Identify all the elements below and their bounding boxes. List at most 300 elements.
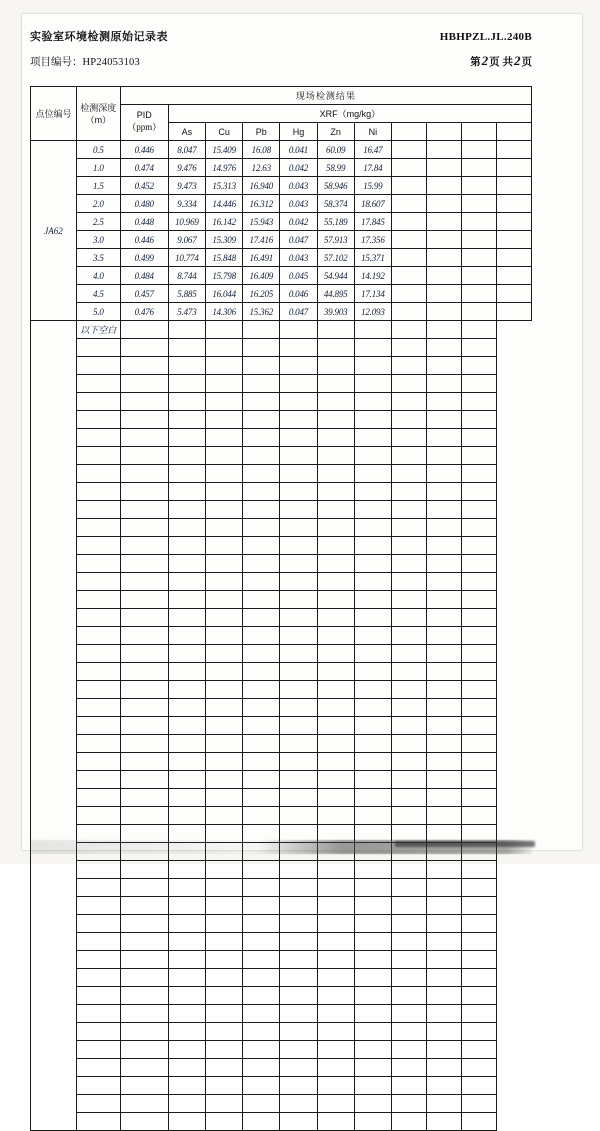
- cell-blank: [243, 393, 280, 411]
- cell-blank: [391, 1041, 426, 1059]
- cell-blank: [76, 663, 120, 681]
- cell-zn: 54.944: [317, 267, 354, 285]
- cell-blank: [280, 681, 317, 699]
- cell-blank: [120, 1005, 168, 1023]
- cell-blank: [206, 1023, 243, 1041]
- cell-blank: [426, 195, 461, 213]
- cell-note: 以下空白: [76, 321, 120, 339]
- cell-blank: [426, 519, 461, 537]
- cell-blank: [206, 375, 243, 393]
- cell-depth: 5.0: [76, 303, 120, 321]
- cell-blank: [461, 267, 496, 285]
- cell-blank: [354, 717, 391, 735]
- cell-blank: [354, 1005, 391, 1023]
- cell-blank: [206, 663, 243, 681]
- table-row: [31, 1041, 532, 1059]
- cell-blank: [120, 501, 168, 519]
- cell-blank: [76, 537, 120, 555]
- table-row: [31, 159, 532, 177]
- cell-blank: [354, 789, 391, 807]
- cell-blank: [120, 681, 168, 699]
- cell-blank: [317, 789, 354, 807]
- cell-depth: 3.0: [76, 231, 120, 249]
- cell-blank: [461, 1077, 496, 1095]
- cell-blank: [391, 159, 426, 177]
- header-blank-1: [391, 123, 426, 141]
- cell-blank: [120, 987, 168, 1005]
- cell-zn: 60.09: [317, 141, 354, 159]
- cell-blank: [206, 771, 243, 789]
- cell-blank: [76, 807, 120, 825]
- cell-blank: [243, 339, 280, 357]
- cell-hg: 0.046: [280, 285, 317, 303]
- cell-blank: [280, 465, 317, 483]
- cell-as: 9.067: [168, 231, 205, 249]
- cell-blank: [317, 663, 354, 681]
- cell-blank: [280, 933, 317, 951]
- cell-hg: 0.041: [280, 141, 317, 159]
- cell-blank: [280, 915, 317, 933]
- header-element-ni: Ni: [354, 123, 391, 141]
- cell-blank: [243, 951, 280, 969]
- cell-blank: [391, 465, 426, 483]
- cell-blank: [426, 1095, 461, 1113]
- cell-blank: [317, 501, 354, 519]
- project-number-field: [30, 54, 140, 69]
- cell-blank: [243, 681, 280, 699]
- cell-blank: [317, 969, 354, 987]
- cell-blank: [391, 1059, 426, 1077]
- cell-blank: [317, 1095, 354, 1113]
- cell-blank: [354, 879, 391, 897]
- cell-blank: [76, 627, 120, 645]
- cell-hg: 0.043: [280, 177, 317, 195]
- cell-blank: [317, 411, 354, 429]
- cell-as: 9.476: [168, 159, 205, 177]
- cell-blank: [168, 573, 205, 591]
- cell-ni: 15.371: [354, 249, 391, 267]
- cell-blank: [168, 753, 205, 771]
- cell-blank: [426, 897, 461, 915]
- cell-blank: [391, 771, 426, 789]
- cell-pid: 0.446: [120, 141, 168, 159]
- cell-blank: [426, 555, 461, 573]
- cell-blank: [76, 1023, 120, 1041]
- cell-blank: [354, 555, 391, 573]
- cell-blank: [76, 681, 120, 699]
- cell-ni: 17.84: [354, 159, 391, 177]
- cell-blank: [168, 627, 205, 645]
- cell-blank: [317, 861, 354, 879]
- cell-blank: [426, 663, 461, 681]
- cell-blank: [206, 627, 243, 645]
- cell-blank: [206, 429, 243, 447]
- cell-blank: [168, 699, 205, 717]
- cell-blank: [496, 177, 531, 195]
- cell-blank: [391, 573, 426, 591]
- cell-blank: [354, 915, 391, 933]
- cell-blank: [120, 375, 168, 393]
- cell-blank: [120, 717, 168, 735]
- cell-blank: [206, 807, 243, 825]
- cell-blank: [206, 537, 243, 555]
- cell-blank: [243, 987, 280, 1005]
- cell-blank: [280, 321, 317, 339]
- cell-as: 5.885: [168, 285, 205, 303]
- cell-blank: [76, 429, 120, 447]
- cell-blank: [76, 1113, 120, 1131]
- cell-blank: [206, 609, 243, 627]
- table-row: [31, 1077, 532, 1095]
- cell-blank: [243, 879, 280, 897]
- table-row: [31, 285, 532, 303]
- cell-blank: [354, 951, 391, 969]
- cell-blank: [120, 771, 168, 789]
- cell-blank: [168, 591, 205, 609]
- cell-blank: [426, 807, 461, 825]
- cell-blank: [391, 969, 426, 987]
- cell-zn: 57.102: [317, 249, 354, 267]
- cell-blank: [280, 537, 317, 555]
- cell-blank: [280, 501, 317, 519]
- cell-blank: [317, 627, 354, 645]
- cell-blank: [280, 771, 317, 789]
- cell-blank: [120, 789, 168, 807]
- cell-blank: [391, 699, 426, 717]
- cell-blank: [426, 465, 461, 483]
- cell-blank: [206, 1077, 243, 1095]
- cell-depth: 1.0: [76, 159, 120, 177]
- cell-as: 8.744: [168, 267, 205, 285]
- cell-blank: [120, 879, 168, 897]
- cell-pb: 17.416: [243, 231, 280, 249]
- cell-blank: [391, 753, 426, 771]
- cell-blank: [280, 375, 317, 393]
- cell-zn: 57.913: [317, 231, 354, 249]
- cell-blank: [243, 807, 280, 825]
- cell-blank: [391, 951, 426, 969]
- cell-blank: [280, 735, 317, 753]
- cell-blank: [461, 1023, 496, 1041]
- cell-blank: [317, 1077, 354, 1095]
- cell-blank: [391, 987, 426, 1005]
- cell-blank: [317, 951, 354, 969]
- table-row: [31, 1059, 532, 1077]
- cell-blank: [280, 357, 317, 375]
- cell-blank: [426, 609, 461, 627]
- cell-blank: [426, 753, 461, 771]
- cell-blank: [168, 681, 205, 699]
- cell-blank: [461, 285, 496, 303]
- cell-blank: [426, 339, 461, 357]
- cell-blank: [206, 1095, 243, 1113]
- cell-blank: [280, 447, 317, 465]
- cell-blank: [206, 1041, 243, 1059]
- cell-blank: [280, 339, 317, 357]
- table-row: [31, 969, 532, 987]
- header-element-as: As: [168, 123, 205, 141]
- cell-blank: [461, 573, 496, 591]
- cell-blank: [76, 357, 120, 375]
- cell-blank: [496, 195, 531, 213]
- cell-blank: [120, 555, 168, 573]
- cell-blank: [168, 339, 205, 357]
- page-title: 实验室环境检测原始记录表: [30, 31, 168, 43]
- cell-blank: [280, 987, 317, 1005]
- cell-blank: [243, 627, 280, 645]
- cell-pb: 12.63: [243, 159, 280, 177]
- cell-blank: [206, 699, 243, 717]
- cell-blank: [168, 807, 205, 825]
- header-pid-label: PID: [136, 110, 152, 120]
- cell-blank: [461, 555, 496, 573]
- table-row: [31, 699, 532, 717]
- cell-blank: [76, 555, 120, 573]
- cell-blank: [243, 411, 280, 429]
- cell-zn: 55.189: [317, 213, 354, 231]
- table-body: [31, 141, 532, 1131]
- cell-blank: [426, 411, 461, 429]
- cell-blank: [391, 357, 426, 375]
- cell-blank: [206, 393, 243, 411]
- cell-pb: 16.205: [243, 285, 280, 303]
- cell-blank: [391, 285, 426, 303]
- cell-blank: [461, 447, 496, 465]
- cell-blank: [317, 447, 354, 465]
- cell-blank: [243, 609, 280, 627]
- cell-zn: 58.374: [317, 195, 354, 213]
- cell-blank: [426, 717, 461, 735]
- cell-blank: [120, 735, 168, 753]
- cell-blank: [168, 717, 205, 735]
- cell-blank: [461, 807, 496, 825]
- cell-blank: [76, 447, 120, 465]
- cell-blank: [280, 1023, 317, 1041]
- cell-blank: [461, 213, 496, 231]
- cell-blank: [206, 897, 243, 915]
- cell-blank: [391, 591, 426, 609]
- cell-blank: [243, 375, 280, 393]
- cell-blank: [354, 861, 391, 879]
- cell-blank: [391, 1077, 426, 1095]
- cell-blank: [120, 393, 168, 411]
- document-header: [30, 28, 532, 69]
- cell-blank: [317, 681, 354, 699]
- cell-blank: [391, 321, 426, 339]
- cell-blank: [243, 663, 280, 681]
- cell-blank: [206, 735, 243, 753]
- cell-blank: [120, 1095, 168, 1113]
- cell-blank: [76, 699, 120, 717]
- cell-hg: 0.042: [280, 213, 317, 231]
- cell-blank: [354, 393, 391, 411]
- cell-blank: [76, 609, 120, 627]
- cell-blank: [391, 501, 426, 519]
- cell-blank: [206, 681, 243, 699]
- cell-cu: 16.044: [206, 285, 243, 303]
- cell-blank: [317, 807, 354, 825]
- cell-blank: [206, 915, 243, 933]
- cell-blank: [496, 285, 531, 303]
- table-row: [31, 249, 532, 267]
- cell-blank: [168, 375, 205, 393]
- cell-blank: [391, 663, 426, 681]
- table-row: [31, 951, 532, 969]
- table-row: [31, 195, 532, 213]
- cell-blank: [354, 375, 391, 393]
- cell-zn: 58.946: [317, 177, 354, 195]
- document-code: HBHPZL.JL.240B: [439, 31, 532, 43]
- page-indicator: [470, 53, 532, 69]
- cell-hg: 0.047: [280, 231, 317, 249]
- cell-blank: [76, 393, 120, 411]
- cell-blank: [426, 681, 461, 699]
- cell-blank: [354, 897, 391, 915]
- cell-blank: [426, 249, 461, 267]
- cell-blank: [461, 645, 496, 663]
- cell-pid: 0.448: [120, 213, 168, 231]
- cell-blank: [280, 663, 317, 681]
- cell-blank: [76, 591, 120, 609]
- cell-blank: [426, 771, 461, 789]
- table-row: [31, 429, 532, 447]
- cell-blank: [120, 519, 168, 537]
- cell-pid: 0.476: [120, 303, 168, 321]
- cell-blank: [280, 879, 317, 897]
- cell-ni: 16.47: [354, 141, 391, 159]
- cell-blank: [280, 483, 317, 501]
- table-row: [31, 735, 532, 753]
- cell-blank: [317, 933, 354, 951]
- cell-blank: [76, 771, 120, 789]
- cell-blank: [168, 411, 205, 429]
- cell-blank: [317, 753, 354, 771]
- cell-blank: [461, 483, 496, 501]
- cell-hg: 0.043: [280, 249, 317, 267]
- cell-blank: [461, 969, 496, 987]
- cell-blank: [317, 915, 354, 933]
- cell-blank: [120, 411, 168, 429]
- cell-blank: [280, 1041, 317, 1059]
- table-row: [31, 177, 532, 195]
- cell-blank: [317, 735, 354, 753]
- cell-cu: 14.446: [206, 195, 243, 213]
- records-table: [30, 86, 532, 1131]
- cell-blank: [280, 1095, 317, 1113]
- cell-blank: [391, 897, 426, 915]
- cell-zn: 44.895: [317, 285, 354, 303]
- header-pid: [120, 105, 168, 141]
- cell-blank: [354, 609, 391, 627]
- cell-blank: [426, 141, 461, 159]
- cell-blank: [243, 537, 280, 555]
- cell-blank: [243, 735, 280, 753]
- cell-blank: [426, 1041, 461, 1059]
- header-element-hg: Hg: [280, 123, 317, 141]
- cell-blank: [120, 699, 168, 717]
- cell-blank: [76, 483, 120, 501]
- cell-blank: [426, 483, 461, 501]
- cell-blank: [76, 465, 120, 483]
- cell-blank: [120, 1077, 168, 1095]
- cell-pid: 0.484: [120, 267, 168, 285]
- cell-blank: [391, 411, 426, 429]
- cell-blank: [280, 753, 317, 771]
- table-row: [31, 897, 532, 915]
- table-row: [31, 213, 532, 231]
- cell-blank: [168, 357, 205, 375]
- cell-pid: 0.457: [120, 285, 168, 303]
- cell-blank: [426, 573, 461, 591]
- cell-blank: [168, 861, 205, 879]
- cell-cu: 15.309: [206, 231, 243, 249]
- cell-blank: [280, 789, 317, 807]
- cell-blank: [120, 321, 168, 339]
- cell-blank: [426, 1023, 461, 1041]
- cell-depth: 3.5: [76, 249, 120, 267]
- cell-blank: [461, 537, 496, 555]
- cell-blank: [76, 897, 120, 915]
- cell-pid: 0.499: [120, 249, 168, 267]
- cell-as: 10.969: [168, 213, 205, 231]
- project-number-label: 项目编号：: [30, 56, 83, 68]
- cell-blank: [461, 339, 496, 357]
- cell-blank: [461, 465, 496, 483]
- cell-blank: [461, 735, 496, 753]
- cell-blank: [243, 429, 280, 447]
- cell-blank: [168, 1023, 205, 1041]
- cell-blank: [461, 1059, 496, 1077]
- cell-blank: [120, 465, 168, 483]
- cell-blank: [243, 789, 280, 807]
- header-pid-unit: （ppm）: [127, 122, 162, 132]
- cell-blank: [317, 519, 354, 537]
- cell-blank: [120, 1113, 168, 1131]
- cell-blank: [426, 159, 461, 177]
- cell-blank: [168, 1041, 205, 1059]
- table-row: [31, 393, 532, 411]
- cell-blank: [76, 411, 120, 429]
- cell-pb: 16.409: [243, 267, 280, 285]
- cell-blank: [206, 591, 243, 609]
- header-depth: 检测深度（m）: [76, 87, 120, 141]
- cell-blank: [461, 663, 496, 681]
- cell-blank: [391, 303, 426, 321]
- cell-as: 9.334: [168, 195, 205, 213]
- cell-blank: [280, 627, 317, 645]
- cell-blank: [120, 969, 168, 987]
- cell-ni: 17.356: [354, 231, 391, 249]
- cell-blank: [426, 591, 461, 609]
- cell-blank: [354, 1041, 391, 1059]
- cell-blank: [461, 879, 496, 897]
- cell-blank: [243, 591, 280, 609]
- cell-blank: [391, 375, 426, 393]
- header-blank-4: [496, 123, 531, 141]
- table-row: [31, 591, 532, 609]
- cell-blank: [76, 1041, 120, 1059]
- cell-blank: [317, 879, 354, 897]
- cell-blank: [461, 951, 496, 969]
- cell-blank: [120, 1041, 168, 1059]
- cell-blank: [168, 1077, 205, 1095]
- cell-blank: [354, 1113, 391, 1131]
- cell-blank: [426, 267, 461, 285]
- cell-blank: [76, 1095, 120, 1113]
- cell-blank: [243, 573, 280, 591]
- cell-blank: [461, 627, 496, 645]
- cell-blank: [496, 249, 531, 267]
